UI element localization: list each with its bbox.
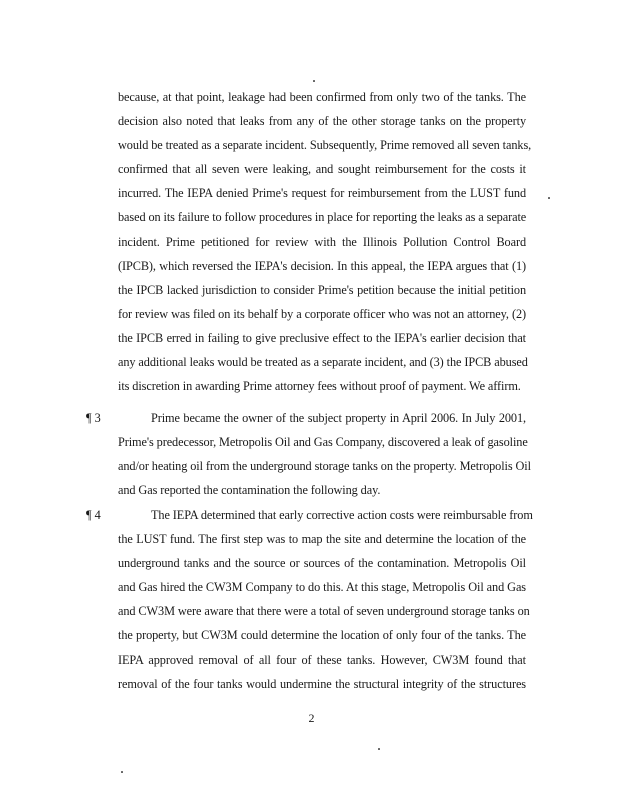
- text-line: (IPCB), which reversed the IEPA's decision. In this appeal, the IEPA argues that (1): [118, 258, 526, 273]
- scan-speck: [378, 748, 380, 750]
- text-line: Prime's predecessor, Metropolis Oil and Gas Company, discovered a leak of gasoline: [118, 435, 528, 450]
- text-line: because, at that point, leakage had been confirmed from only two of the tanks. The: [118, 90, 526, 104]
- text-line: the IPCB lacked jurisdiction to consider Prime's petition because the initial petition: [118, 282, 526, 297]
- continuation-paragraph: [118, 85, 532, 398]
- text-line: Prime became the owner of the subject property in April 2006. In July 2001,: [151, 411, 526, 425]
- text-line: any additional leaks would be treated as a separate incident, and (3) the IPCB abused: [118, 355, 528, 370]
- text-line: the LUST fund. The first step was to map the site and determine the location of the: [118, 532, 526, 547]
- text-line: The IEPA determined that early corrective action costs were reimbursable from: [151, 508, 533, 522]
- scan-speck: [121, 771, 123, 773]
- text-line: incurred. The IEPA denied Prime's request for reimbursement from the LUST fund: [118, 186, 526, 201]
- text-line: would be treated as a separate incident. Subsequently, Prime removed all seven tanks,: [118, 138, 532, 153]
- text-line: decision also noted that leaks from any of the other storage tanks on the property: [118, 114, 526, 129]
- text-line: underground tanks and the source or sources of the contamination. Metropolis Oil: [118, 556, 526, 571]
- text-line: IEPA approved removal of all four of these tanks. However, CW3M found that: [118, 652, 526, 667]
- text-line: and/or heating oil from the underground storage tanks on the property. Metropolis Oil: [118, 459, 531, 474]
- text-line: removal of the four tanks would undermine the structural integrity of the structures: [118, 676, 526, 691]
- page-number: 2: [308, 711, 315, 725]
- paragraph-3-marker: ¶ 3: [86, 411, 101, 425]
- paragraph-4: [118, 503, 533, 696]
- text-line: confirmed that all seven were leaking, and sought reimbursement for the costs it: [118, 162, 526, 177]
- text-line: for review was filed on its behalf by a corporate officer who was not an attorney, (2): [118, 306, 526, 321]
- paragraph-3: [118, 406, 531, 502]
- scan-speck: [313, 80, 315, 82]
- text-line: and CW3M were aware that there were a total of seven underground storage tanks on: [118, 604, 530, 619]
- text-line: incident. Prime petitioned for review with the Illinois Pollution Control Board: [118, 234, 526, 249]
- scan-speck: [548, 197, 550, 199]
- text-line: and Gas reported the contamination the following day.: [118, 483, 381, 498]
- text-line: based on its failure to follow procedures in place for reporting the leaks as a separate: [118, 210, 527, 225]
- text-line: its discretion in awarding Prime attorney fees without proof of payment. We affirm.: [118, 379, 521, 394]
- text-line: the IPCB erred in failing to give preclusive effect to the IEPA's earlier decision that: [118, 330, 526, 345]
- text-line: and Gas hired the CW3M Company to do this. At this stage, Metropolis Oil and Gas: [118, 580, 526, 595]
- paragraph-4-marker: ¶ 4: [86, 508, 101, 522]
- text-line: the property, but CW3M could determine the location of only four of the tanks. The: [118, 628, 526, 643]
